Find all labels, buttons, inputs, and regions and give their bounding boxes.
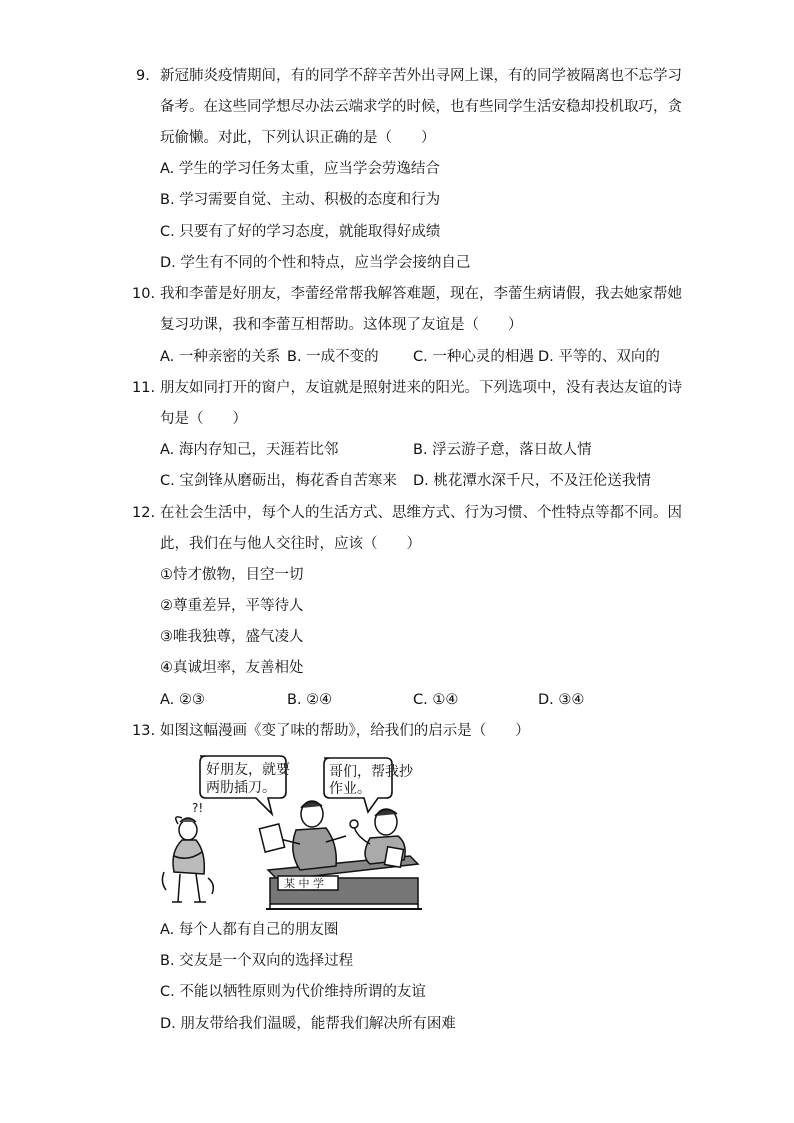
bubble-right-line-2: 作业。: [329, 781, 371, 797]
question-marks: ?!: [192, 801, 204, 815]
option-c: C. 不能以牺牲原则为代价维持所谓的友谊: [160, 984, 426, 1000]
option-d: D. 平等的、双向的: [538, 349, 660, 365]
question-number: 9.: [136, 68, 150, 84]
option-b: B. 交友是一个双向的选择过程: [160, 953, 354, 969]
boy-figure-right: [350, 809, 405, 867]
statement-4: ④真诚坦率，友善相处: [160, 660, 304, 676]
question-number: 13.: [132, 723, 156, 739]
option-a: A. 学生的学习任务太重，应当学会劳逸结合: [160, 161, 440, 177]
option-a: A. 每个人都有自己的朋友圈: [160, 922, 339, 938]
question-text-line: 备考。在这些同学想尽办法云端求学的时候，也有些同学生活安稳却投机取巧，贪: [160, 99, 682, 115]
statement-1: ①恃才傲物，目空一切: [160, 567, 304, 583]
girl-figure: [162, 801, 213, 902]
option-c: C. 只要有了好的学习态度，就能取得好成绩: [160, 224, 441, 240]
option-b: B. 一成不变的: [287, 349, 379, 365]
bubble-left-line-2: 两肋插刀。: [206, 780, 276, 796]
question-text-line: 复习功课，我和李蕾互相帮助。这体现了友谊是（ ）: [160, 317, 523, 333]
option-d: D. 桃花潭水深千尺，不及汪伦送我情: [413, 473, 651, 489]
question-number: 12.: [132, 505, 156, 521]
statement-3: ③唯我独尊，盛气凌人: [160, 629, 304, 645]
statement-2: ②尊重差异，平等待人: [160, 598, 304, 614]
question-number: 10.: [132, 286, 156, 302]
question-text-line: 如图这幅漫画《变了味的帮助》，给我们的启示是（ ）: [160, 723, 530, 739]
desk-sign: 某 中 学: [284, 877, 324, 890]
option-d: D. 学生有不同的个性和特点，应当学会接纳自己: [160, 255, 471, 271]
option-a: A. 海内存知己，天涯若比邻: [160, 442, 339, 458]
option-c: C. 宝剑锋从磨砺出，梅花香自苦寒来: [160, 473, 397, 489]
option-c: C. ①④: [413, 692, 459, 708]
question-text-line: 新冠肺炎疫情期间，有的同学不辞辛苦外出寻网上课，有的同学被隔离也不忘学习: [160, 68, 682, 84]
option-a: A. ②③: [160, 692, 205, 708]
option-d: D. 朋友带给我们温暖，能帮我们解决所有困难: [160, 1016, 456, 1032]
option-b: B. 学习需要自觉、主动、积极的态度和行为: [160, 192, 441, 208]
bubble-left-line-1: 好朋友，就要: [206, 762, 290, 778]
option-a: A. 一种亲密的关系: [160, 349, 281, 365]
option-b: B. ②④: [287, 692, 333, 708]
question-number: 11.: [132, 380, 156, 396]
question-text-line: 句是（ ）: [160, 411, 247, 427]
question-text-line: 玩偷懒。对此，下列认识正确的是（ ）: [160, 130, 436, 146]
question-text-line: 朋友如同打开的窗户，友谊就是照射进来的阳光。下列选项中，没有表达友谊的诗: [160, 380, 682, 396]
option-b: B. 浮云游子意，落日故人情: [413, 442, 592, 458]
boy-figure-left: [259, 801, 346, 870]
question-text-line: 在社会生活中，每个人的生活方式、思维方式、行为习惯、个性特点等都不同。因: [160, 505, 682, 521]
cartoon-illustration: [160, 752, 422, 910]
option-c: C. 一种心灵的相遇: [413, 349, 534, 365]
bubble-right-line-1: 哥们，帮我抄: [329, 764, 413, 780]
question-text-line: 此，我们在与他人交往时，应该（ ）: [160, 536, 421, 552]
question-text-line: 我和李蕾是好朋友，李蕾经常帮我解答难题，现在，李蕾生病请假，我去她家帮她: [160, 286, 682, 302]
option-d: D. ③④: [538, 692, 585, 708]
